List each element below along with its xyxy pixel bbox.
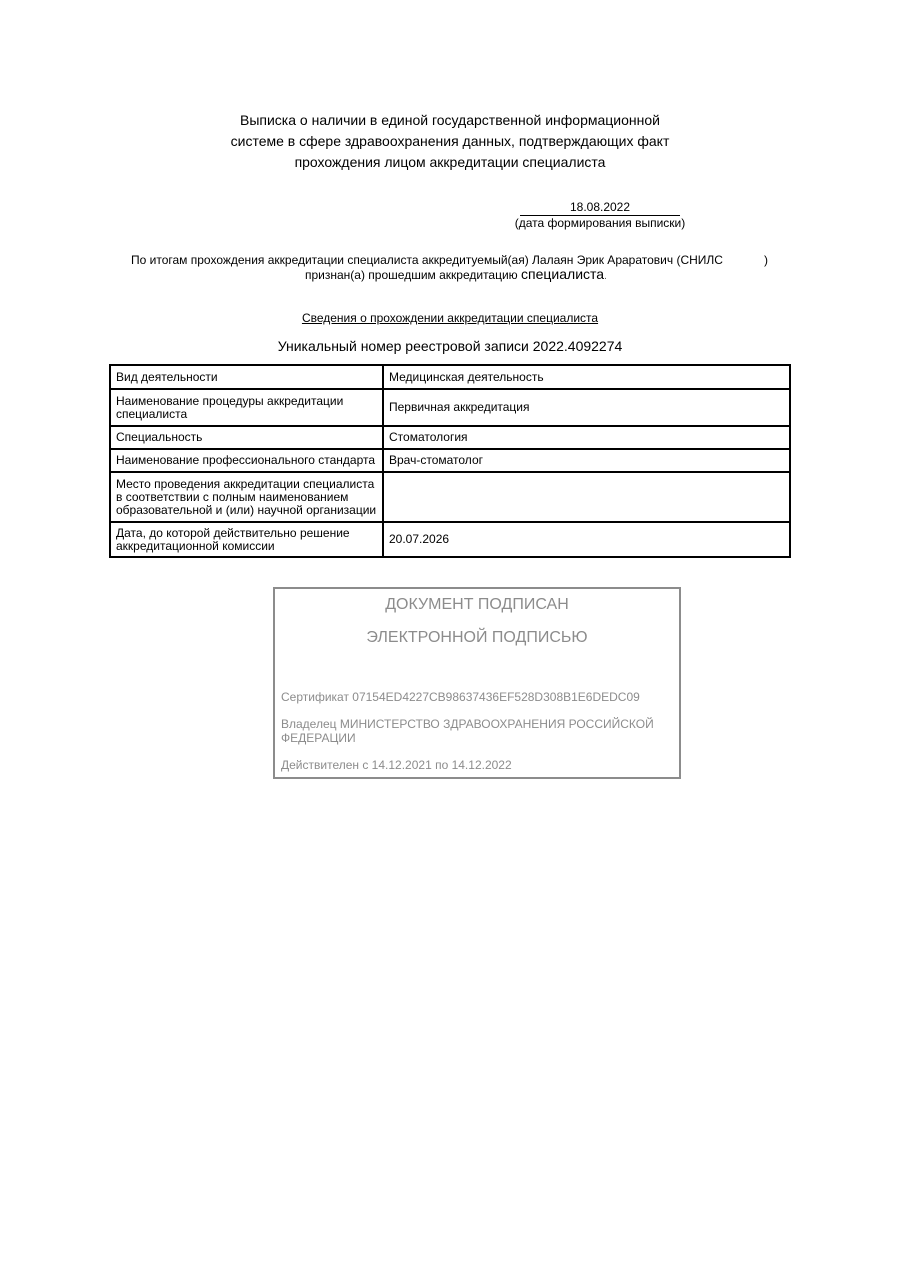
table-label: Вид деятельности xyxy=(110,365,383,389)
table-row xyxy=(110,449,790,472)
intro-close-paren: ) xyxy=(764,253,768,267)
table-label: Специальность xyxy=(110,426,383,449)
table-value: Стоматология xyxy=(383,426,790,449)
table-value xyxy=(383,472,790,522)
accreditation-table xyxy=(109,364,791,558)
section-heading-text: Сведения о прохождении аккредитации специалиста xyxy=(301,311,599,325)
intro-line-2-emphasis: специалиста xyxy=(521,266,605,282)
intro-line-2 xyxy=(305,267,607,284)
table-value: 20.07.2026 xyxy=(383,522,790,557)
table-label: Место проведения аккредитации специалиста в соответствии с полным наименованием образовательной и (или) научной организации xyxy=(110,472,383,522)
stamp-heading-electronic: ЭЛЕКТРОННОЙ ПОДПИСЬЮ xyxy=(366,629,588,646)
intro-line-2-prefix: признан(а) прошедшим аккредитацию xyxy=(305,268,518,282)
intro-line-1: По итогам прохождения аккредитации специалиста аккредитуемый(ая) Лалаян Эрик Араратович (СНИЛС xyxy=(131,253,723,267)
table-label: Дата, до которой действительно решение аккредитационной комиссии xyxy=(110,522,383,557)
table-row xyxy=(110,426,790,449)
section-heading xyxy=(150,311,750,325)
table-value: Врач-стоматолог xyxy=(383,449,790,472)
table-value: Первичная аккредитация xyxy=(383,389,790,426)
issue-date-caption: (дата формирования выписки) xyxy=(514,216,686,230)
stamp-heading-signed: ДОКУМЕНТ ПОДПИСАН xyxy=(385,596,569,613)
document-title xyxy=(150,110,750,173)
table-label: Наименование профессионального стандарта xyxy=(110,449,383,472)
table-label: Наименование процедуры аккредитации специалиста xyxy=(110,389,383,426)
stamp-validity: Действителен с 14.12.2021 по 14.12.2022 xyxy=(281,758,512,772)
document-title-line-2: системе в сфере здравоохранения данных, подтверждающих факт xyxy=(230,133,670,149)
registry-number: Уникальный номер реестровой записи 2022.4092274 xyxy=(277,338,623,354)
document-title-line-1: Выписка о наличии в единой государственной информационной xyxy=(240,112,660,128)
table-value: Медицинская деятельность xyxy=(383,365,790,389)
table-row xyxy=(110,522,790,557)
table-row xyxy=(110,365,790,389)
intro-line-2-end: . xyxy=(604,271,607,282)
stamp-certificate: Сертификат 07154ED4227CB98637436EF528D308B1E6DEDC09 xyxy=(281,690,640,704)
issue-date: 18.08.2022 xyxy=(520,200,680,216)
document-title-line-3: прохождения лицом аккредитации специалиста xyxy=(294,154,606,170)
table-row xyxy=(110,472,790,522)
signature-stamp xyxy=(273,587,681,779)
table-row xyxy=(110,389,790,426)
stamp-owner: Владелец МИНИСТЕРСТВО ЗДРАВООХРАНЕНИЯ РОССИЙСКОЙ ФЕДЕРАЦИИ xyxy=(281,717,654,745)
